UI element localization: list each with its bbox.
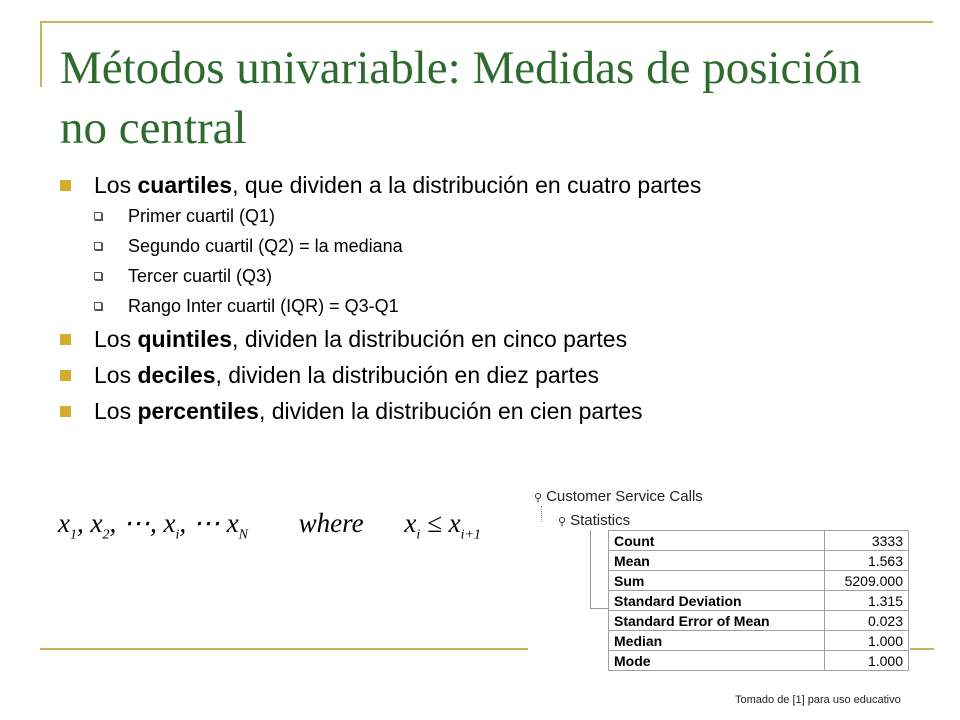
- term-percentiles: percentiles: [137, 398, 259, 424]
- table-row: Mean 1.563: [609, 551, 909, 571]
- statistics-table: [608, 530, 909, 671]
- slide-title: Métodos univariable: Medidas de posición no central: [60, 42, 862, 154]
- hollow-square-bullet-icon: [94, 242, 102, 250]
- tree-node-statistics[interactable]: ⚲ Statistics: [558, 512, 631, 529]
- ordering-formula: $x_1$, $x_2$, ⋯, $x_i$, ⋯ $x_N$ where $x_i \le x_{i+1}$: [58, 508, 481, 543]
- tree-node-customer-service-calls[interactable]: ⚲ Customer Service Calls: [534, 488, 703, 505]
- tree-node-icon: ⚲: [534, 492, 543, 504]
- tree-connector: [590, 530, 592, 608]
- table-row: Standard Error of Mean 0.023: [609, 611, 909, 631]
- square-bullet-icon: [60, 406, 71, 417]
- left-rule: [40, 21, 42, 87]
- formula-where: where: [298, 508, 364, 538]
- bullet-percentiles: Los percentiles, dividen la distribución en cien partes: [60, 398, 860, 424]
- hollow-square-bullet-icon: [94, 272, 102, 280]
- table-row: Median 1.000: [609, 631, 909, 651]
- table-row: Mode 1.000: [609, 651, 909, 671]
- hollow-square-bullet-icon: [94, 302, 102, 310]
- sub-bullet-q3: Tercer cuartil (Q3): [94, 266, 860, 286]
- term-deciles: deciles: [137, 362, 216, 388]
- sub-bullet-q1: Primer cuartil (Q1): [94, 206, 860, 226]
- term-quintiles: quintiles: [137, 326, 233, 352]
- tree-node-icon: ⚲: [558, 516, 567, 528]
- square-bullet-icon: [60, 180, 71, 191]
- sub-bullet-iqr: Rango Inter cuartil (IQR) = Q3-Q1: [94, 296, 860, 316]
- bottom-rule-right: [910, 648, 934, 650]
- bullet-list: [60, 172, 860, 434]
- square-bullet-icon: [60, 334, 71, 345]
- hollow-square-bullet-icon: [94, 212, 102, 220]
- sub-bullet-list: [94, 206, 860, 316]
- top-rule: [40, 21, 933, 23]
- bullet-quintiles: Los quintiles, dividen la distribución en cinco partes: [60, 326, 860, 352]
- tree-connector: [541, 506, 543, 522]
- term-cuartiles: cuartiles: [137, 172, 233, 198]
- bullet-cuartiles: Los cuartiles, que dividen a la distribución en cuatro partes Primer cuartil (Q1) Segundo cuartil (Q2) = la mediana Tercer cuartil (Q3) Rango Inter cuartil (IQR) = Q3-Q1: [60, 172, 860, 316]
- table-row: Count 3333: [609, 531, 909, 551]
- table-row: Standard Deviation 1.315: [609, 591, 909, 611]
- tree-connector: [590, 608, 608, 609]
- bottom-rule: [40, 648, 530, 650]
- statistics-panel: [528, 484, 910, 684]
- source-credit: Tomado de [1] para uso educativo: [735, 694, 901, 706]
- sub-bullet-q2: Segundo cuartil (Q2) = la mediana: [94, 236, 860, 256]
- table-row: Sum 5209.000: [609, 571, 909, 591]
- square-bullet-icon: [60, 370, 71, 381]
- bullet-deciles: Los deciles, dividen la distribución en diez partes: [60, 362, 860, 388]
